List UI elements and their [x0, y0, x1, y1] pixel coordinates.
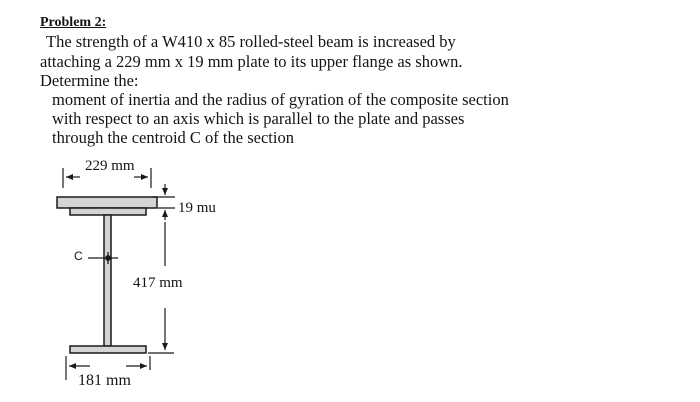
- problem-line-3: Determine the:: [40, 71, 139, 90]
- question-line-2: with respect to an axis which is parallel to the plate and passes: [52, 109, 465, 128]
- flange-width-label: 181 mm: [78, 372, 131, 389]
- plate-width-label: 229 mm: [85, 158, 135, 174]
- question-line-1: moment of inertia and the radius of gyration of the composite section: [52, 90, 509, 109]
- beam-depth-label: 417 mm: [133, 275, 183, 291]
- problem-title: Problem 2:: [40, 15, 107, 30]
- centroid-label: C: [74, 249, 83, 263]
- problem-line-2: attaching a 229 mm x 19 mm plate to its upper flange as shown.: [40, 52, 463, 71]
- problem-line-1: The strength of a W410 x 85 rolled-steel beam is increased by: [46, 32, 456, 51]
- top-flange: [70, 208, 146, 215]
- cover-plate: [57, 197, 157, 208]
- plate-thickness-label: 19 mu: [178, 200, 216, 216]
- beam-web: [104, 215, 111, 346]
- centroid-marker: [88, 252, 118, 264]
- question-line-3: through the centroid C of the section: [52, 128, 294, 147]
- bottom-flange: [70, 346, 146, 353]
